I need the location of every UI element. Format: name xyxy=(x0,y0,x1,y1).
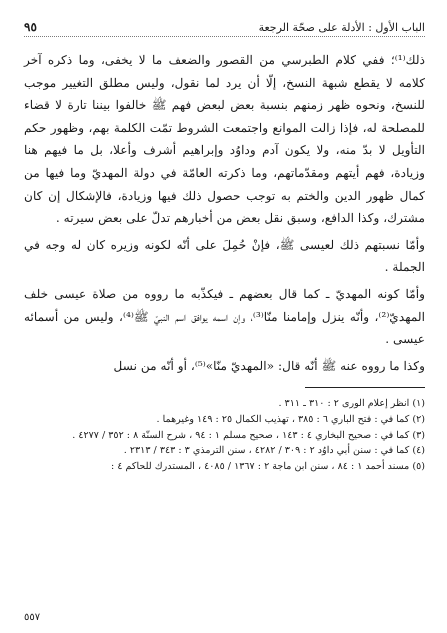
running-title: الباب الأول : الأدلة على صحّة الرجعة xyxy=(258,21,425,34)
footnote-5: (٥) مسند أحمد ١ : ٨٤ ، سنن ابن ماجة ٢ : ١٣٦٧ / ٤٠٨٥ ، المستدرك للحاكم ٤ : xyxy=(111,460,425,472)
paragraph-4: وكذا ما رووه عنه ﷺ أنّه قال: «المهديّ منّا»⁽⁵⁾، أو أنّه من نسل xyxy=(113,358,425,373)
footnote-4: (٤) كما في : سنن أبي داوُد ٢ : ٣٠٩ / ٤٢٨٢ ، سنن الترمذي ٣ : ٣٤٣ / ٢٣١٣ . xyxy=(123,445,425,457)
paragraph-3: وأمّا كونه المهديّ ـ كما قال بعضهم ـ فيكذّبه ما رووه من صلاة عيسى خلف المهديّ⁽²⁾، وأنّه ينزل وإمامنا منّا⁽³⁾، وإن اسمه يوافق اسم النبيّ ﷺ⁽⁴⁾، وليس من أسمائه عيسى . xyxy=(24,286,426,347)
footnote-divider xyxy=(305,387,425,388)
footnote-1: (١) انظر إعلام الورى ٢ : ٣١٠ ـ ٣١١ . xyxy=(278,398,425,410)
footnote-continuation: ٥٥٧ xyxy=(24,612,41,623)
main-text xyxy=(24,49,425,377)
paragraph-2: وأمّا نسبتهم ذلك لعيسى ﷺ، فإنْ حُمِلَ على أنّه لكونه وزيره كان له وجه في الجملة . xyxy=(24,237,425,275)
page-number: ٩٥ xyxy=(24,20,37,34)
footnote-2: (٢) كما في : فتح الباري ٦ : ٣٨٥ ، تهذيب الكمال ٢٥ : ١٤٩ وغيرهما . xyxy=(156,413,425,425)
paragraph-1: ذلك⁽¹⁾؛ ففي كلام الطبرسي من القصور والضعف ما لا يخفى، وما ذكره آخر كلامه لا يقطع شبهة النسخ، إلّا أن يرد لما نقول، وليس مطلق التغيير موجب للنسخ، ونحوه ظهر زمنهم بنسبة بعض لبعض فهم ﷺ خالفوا بيننا تارة لا قضاء للمصلحة له، فإذا زالت الموانع واجتمعت الشروط تمّت الكلمة بهم، وظهور حكم التأويل لا بدّ منه، ولا يكون آدم وداوُد وإبراهيم أشرف وأعلا، بل ما فيهم هنا وزيادة، فهم أيتهم ومقدّماتهم، وما ذكرته العامّة في دولة المهديّ وما فيها من كمال ظهور الدين والختم به توجب حصول ذلك فيها وزيادة، فالإشكال إن كان مشترك، وكذا الدافع، وسبق نقل بعض من أخبارهم تدلّ على بعض سيرته . xyxy=(24,53,425,226)
document-page xyxy=(24,12,425,633)
footnote-3: (٣) كما في : صحيح البخاري ٤ : ١٤٣ ، صحيح مسلم ١ : ٩٤ ، شرح السنّة ٨ : ٣٥٢ / ٤٢٧٧ . xyxy=(72,429,425,441)
footnotes xyxy=(24,396,425,474)
page-header xyxy=(24,12,425,37)
